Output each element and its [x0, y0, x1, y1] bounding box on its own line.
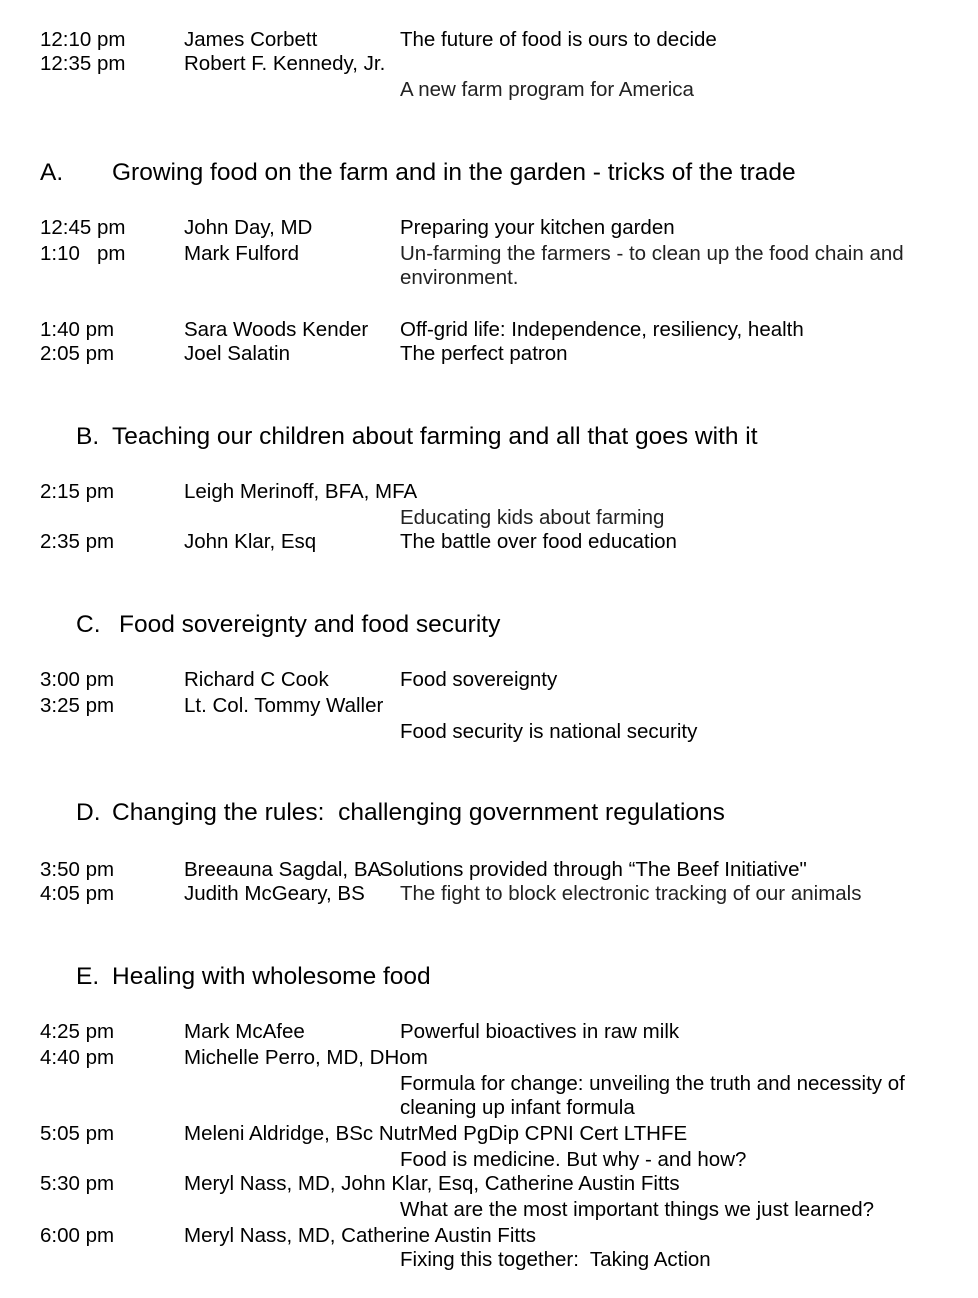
section-heading: Teaching our children about farming and all that goes with it: [112, 423, 758, 450]
session-speaker: Mark McAfee: [184, 1020, 305, 1043]
session-title: Food security is national security: [400, 720, 698, 743]
section-heading: Growing food on the farm and in the garden - tricks of the trade: [112, 159, 796, 186]
section-heading: Food sovereignty and food security: [119, 611, 501, 638]
session-title: Food is medicine. But why - and how?: [400, 1148, 747, 1171]
section-heading: Changing the rules: challenging government regulations: [112, 799, 725, 826]
session-title: The battle over food education: [400, 530, 677, 553]
session-title: Educating kids about farming: [400, 506, 665, 529]
session-speaker: Breeauna Sagdal, BA: [184, 858, 382, 881]
session-speaker: Lt. Col. Tommy Waller: [184, 694, 384, 717]
session-time: 4:05 pm: [40, 882, 115, 905]
session-time: 1:10 pm: [40, 242, 126, 265]
session-time: 5:05 pm: [40, 1122, 115, 1145]
session-speaker: James Corbett: [184, 28, 318, 51]
session-time: 3:50 pm: [40, 858, 115, 881]
session-title: Un-farming the farmers - to clean up the food chain and: [400, 242, 904, 265]
session-title: The fight to block electronic tracking of our animals: [400, 882, 862, 905]
session-title: A new farm program for America: [400, 78, 694, 101]
session-speaker: Leigh Merinoff, BFA, MFA: [184, 480, 418, 503]
session-time: 4:25 pm: [40, 1020, 115, 1043]
session-speaker: John Klar, Esq: [184, 530, 317, 553]
session-speaker: John Day, MD: [184, 216, 313, 239]
session-title: Food sovereignty: [400, 668, 558, 691]
session-title: The future of food is ours to decide: [400, 28, 717, 51]
session-speaker: Robert F. Kennedy, Jr.: [184, 52, 386, 75]
session-time: 5:30 pm: [40, 1172, 115, 1195]
section-heading: Healing with wholesome food: [112, 963, 431, 990]
session-title-continued: cleaning up infant formula: [400, 1096, 635, 1119]
section-letter: D.: [76, 799, 101, 826]
session-speaker: Sara Woods Kender: [184, 318, 369, 341]
session-speaker: Judith McGeary, BS: [184, 882, 365, 905]
session-title: Formula for change: unveiling the truth and necessity of: [400, 1072, 905, 1095]
session-speaker: Michelle Perro, MD, DHom: [184, 1046, 428, 1069]
session-title: Off-grid life: Independence, resiliency, health: [400, 318, 804, 341]
session-time: 2:15 pm: [40, 480, 115, 503]
session-time: 12:35 pm: [40, 52, 126, 75]
session-time: 1:40 pm: [40, 318, 115, 341]
session-time: 3:00 pm: [40, 668, 115, 691]
session-title: Fixing this together: Taking Action: [400, 1248, 711, 1271]
session-title: Powerful bioactives in raw milk: [400, 1020, 680, 1043]
session-speaker: Mark Fulford: [184, 242, 300, 265]
session-time: 2:05 pm: [40, 342, 115, 365]
session-time: 2:35 pm: [40, 530, 115, 553]
session-speaker: Joel Salatin: [184, 342, 290, 365]
session-speaker: Meryl Nass, MD, John Klar, Esq, Catherine Austin Fitts: [184, 1172, 680, 1195]
section-letter: B.: [76, 423, 100, 450]
session-title: Solutions provided through “The Beef Initiative": [379, 858, 807, 881]
session-speaker: Meleni Aldridge, BSc NutrMed PgDip CPNI Cert LTHFE: [184, 1122, 688, 1145]
section-letter: E.: [76, 963, 100, 990]
session-time: 12:45 pm: [40, 216, 126, 239]
section-letter: C.: [76, 611, 101, 638]
session-title: The perfect patron: [400, 342, 568, 365]
session-time: 4:40 pm: [40, 1046, 115, 1069]
session-title: What are the most important things we just learned?: [400, 1198, 875, 1221]
session-time: 12:10 pm: [40, 28, 126, 51]
session-speaker: Meryl Nass, MD, Catherine Austin Fitts: [184, 1224, 537, 1247]
session-speaker: Richard C Cook: [184, 668, 329, 691]
session-title-continued: environment.: [400, 266, 519, 289]
section-letter: A.: [40, 159, 64, 186]
session-time: 6:00 pm: [40, 1224, 115, 1247]
session-title: Preparing your kitchen garden: [400, 216, 675, 239]
session-time: 3:25 pm: [40, 694, 115, 717]
